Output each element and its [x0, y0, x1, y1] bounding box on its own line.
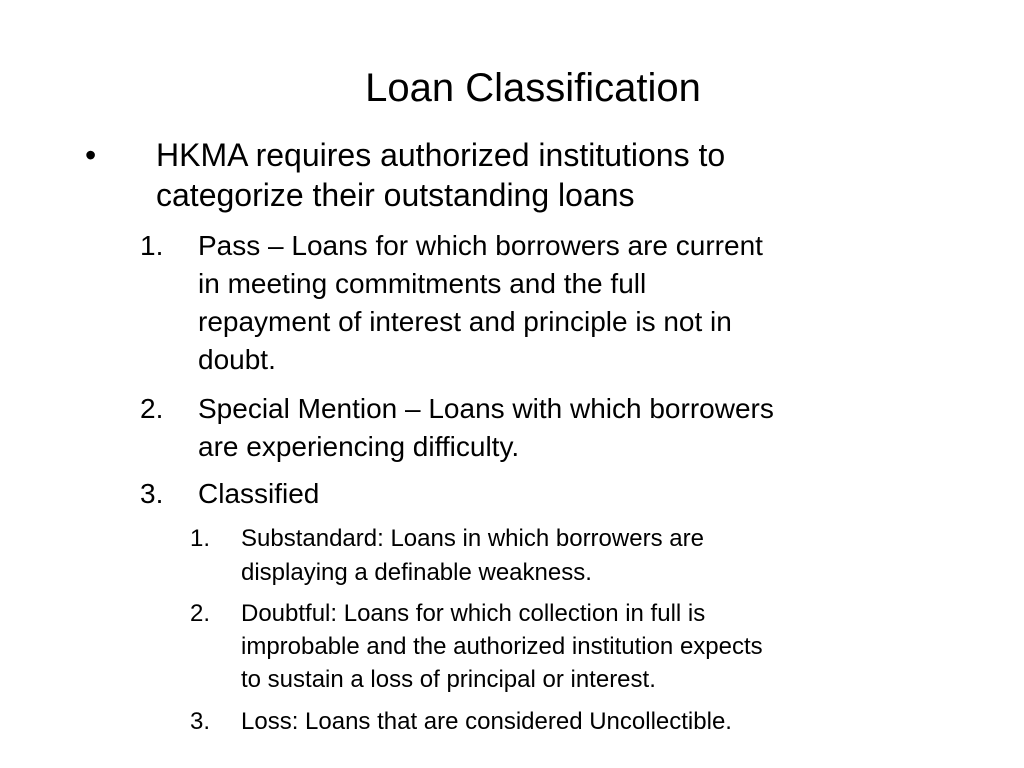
sublist-item-line: Substandard: Loans in which borrowers are — [241, 525, 704, 552]
list-item-line: Pass – Loans for which borrowers are current — [198, 230, 763, 261]
sublist-item-line: Doubtful: Loans for which collection in full is — [241, 600, 706, 627]
list-item-number: 1. — [140, 230, 164, 261]
slide-title: Loan Classification — [365, 66, 701, 110]
sublist-item-line: improbable and the authorized institution expects — [241, 633, 763, 660]
sublist-item-number: 2. — [190, 600, 211, 627]
list-item-line: in meeting commitments and the full — [198, 268, 647, 299]
sublist-item-line: to sustain a loss of principal or interest. — [241, 666, 656, 693]
list-item-line: Special Mention – Loans with which borrowers — [198, 393, 774, 424]
list-item-number: 2. — [140, 393, 164, 424]
list-item-line: doubt. — [198, 344, 276, 375]
sublist-item-line: Loss: Loans that are considered Uncollectible. — [241, 708, 732, 735]
sublist-item-number: 3. — [190, 708, 211, 735]
list-item-number: 3. — [140, 478, 164, 509]
list-item-line: are experiencing difficulty. — [198, 431, 520, 462]
sublist-item-number: 1. — [190, 525, 211, 552]
list-item-line: Classified — [198, 478, 320, 509]
sublist-item-line: displaying a definable weakness. — [241, 559, 592, 586]
bullet-marker: • — [85, 137, 97, 173]
bullet-text-line: categorize their outstanding loans — [156, 177, 635, 213]
bullet-text-line: HKMA requires authorized institutions to — [156, 137, 726, 173]
list-item-line: repayment of interest and principle is not in — [198, 306, 732, 337]
